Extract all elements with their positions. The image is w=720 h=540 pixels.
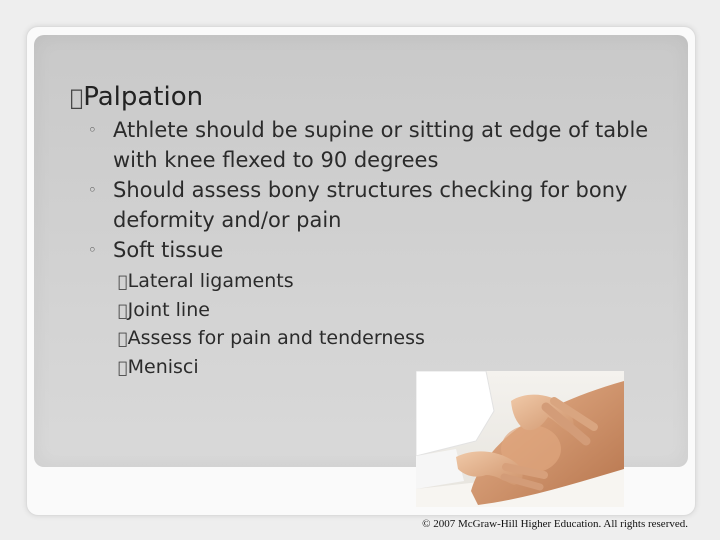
- sub-list-item: [118, 324, 425, 353]
- photo-illustration: [416, 371, 624, 507]
- sub-list-item-text: Lateral ligaments: [127, 270, 294, 292]
- heading-bullet:  : [70, 86, 84, 111]
- heading-text: Palpation: [83, 82, 204, 112]
- slide-heading: [70, 82, 203, 112]
- sub-list-item: [118, 353, 199, 382]
- list-bullet: ◦: [88, 181, 97, 199]
- sub-bullet:  : [118, 272, 128, 291]
- copyright-notice: © 2007 McGraw-Hill Higher Education. All rights reserved.: [422, 518, 688, 530]
- sub-bullet:  : [118, 301, 128, 320]
- sub-bullet:  : [118, 358, 128, 377]
- knee-palpation-photo: [416, 371, 624, 507]
- list-bullet: ◦: [88, 121, 97, 139]
- list-item-text: Soft tissue: [113, 238, 224, 262]
- list-item: [88, 235, 668, 265]
- list-bullet: ◦: [88, 241, 97, 259]
- sub-bullet:  : [118, 329, 128, 348]
- list-item-text: Should assess bony structures checking for bony deformity and/or pain: [113, 178, 628, 232]
- sub-list-item-text: Joint line: [127, 299, 210, 321]
- sub-list-item: [118, 296, 210, 325]
- sub-list-item-text: Assess for pain and tenderness: [127, 327, 425, 349]
- list-item: [88, 115, 668, 175]
- list-item: [88, 175, 668, 235]
- sub-list-item: [118, 267, 294, 296]
- sub-list-item-text: Menisci: [127, 356, 199, 378]
- list-item-text: Athlete should be supine or sitting at edge of table with knee flexed to 90 degrees: [113, 118, 649, 172]
